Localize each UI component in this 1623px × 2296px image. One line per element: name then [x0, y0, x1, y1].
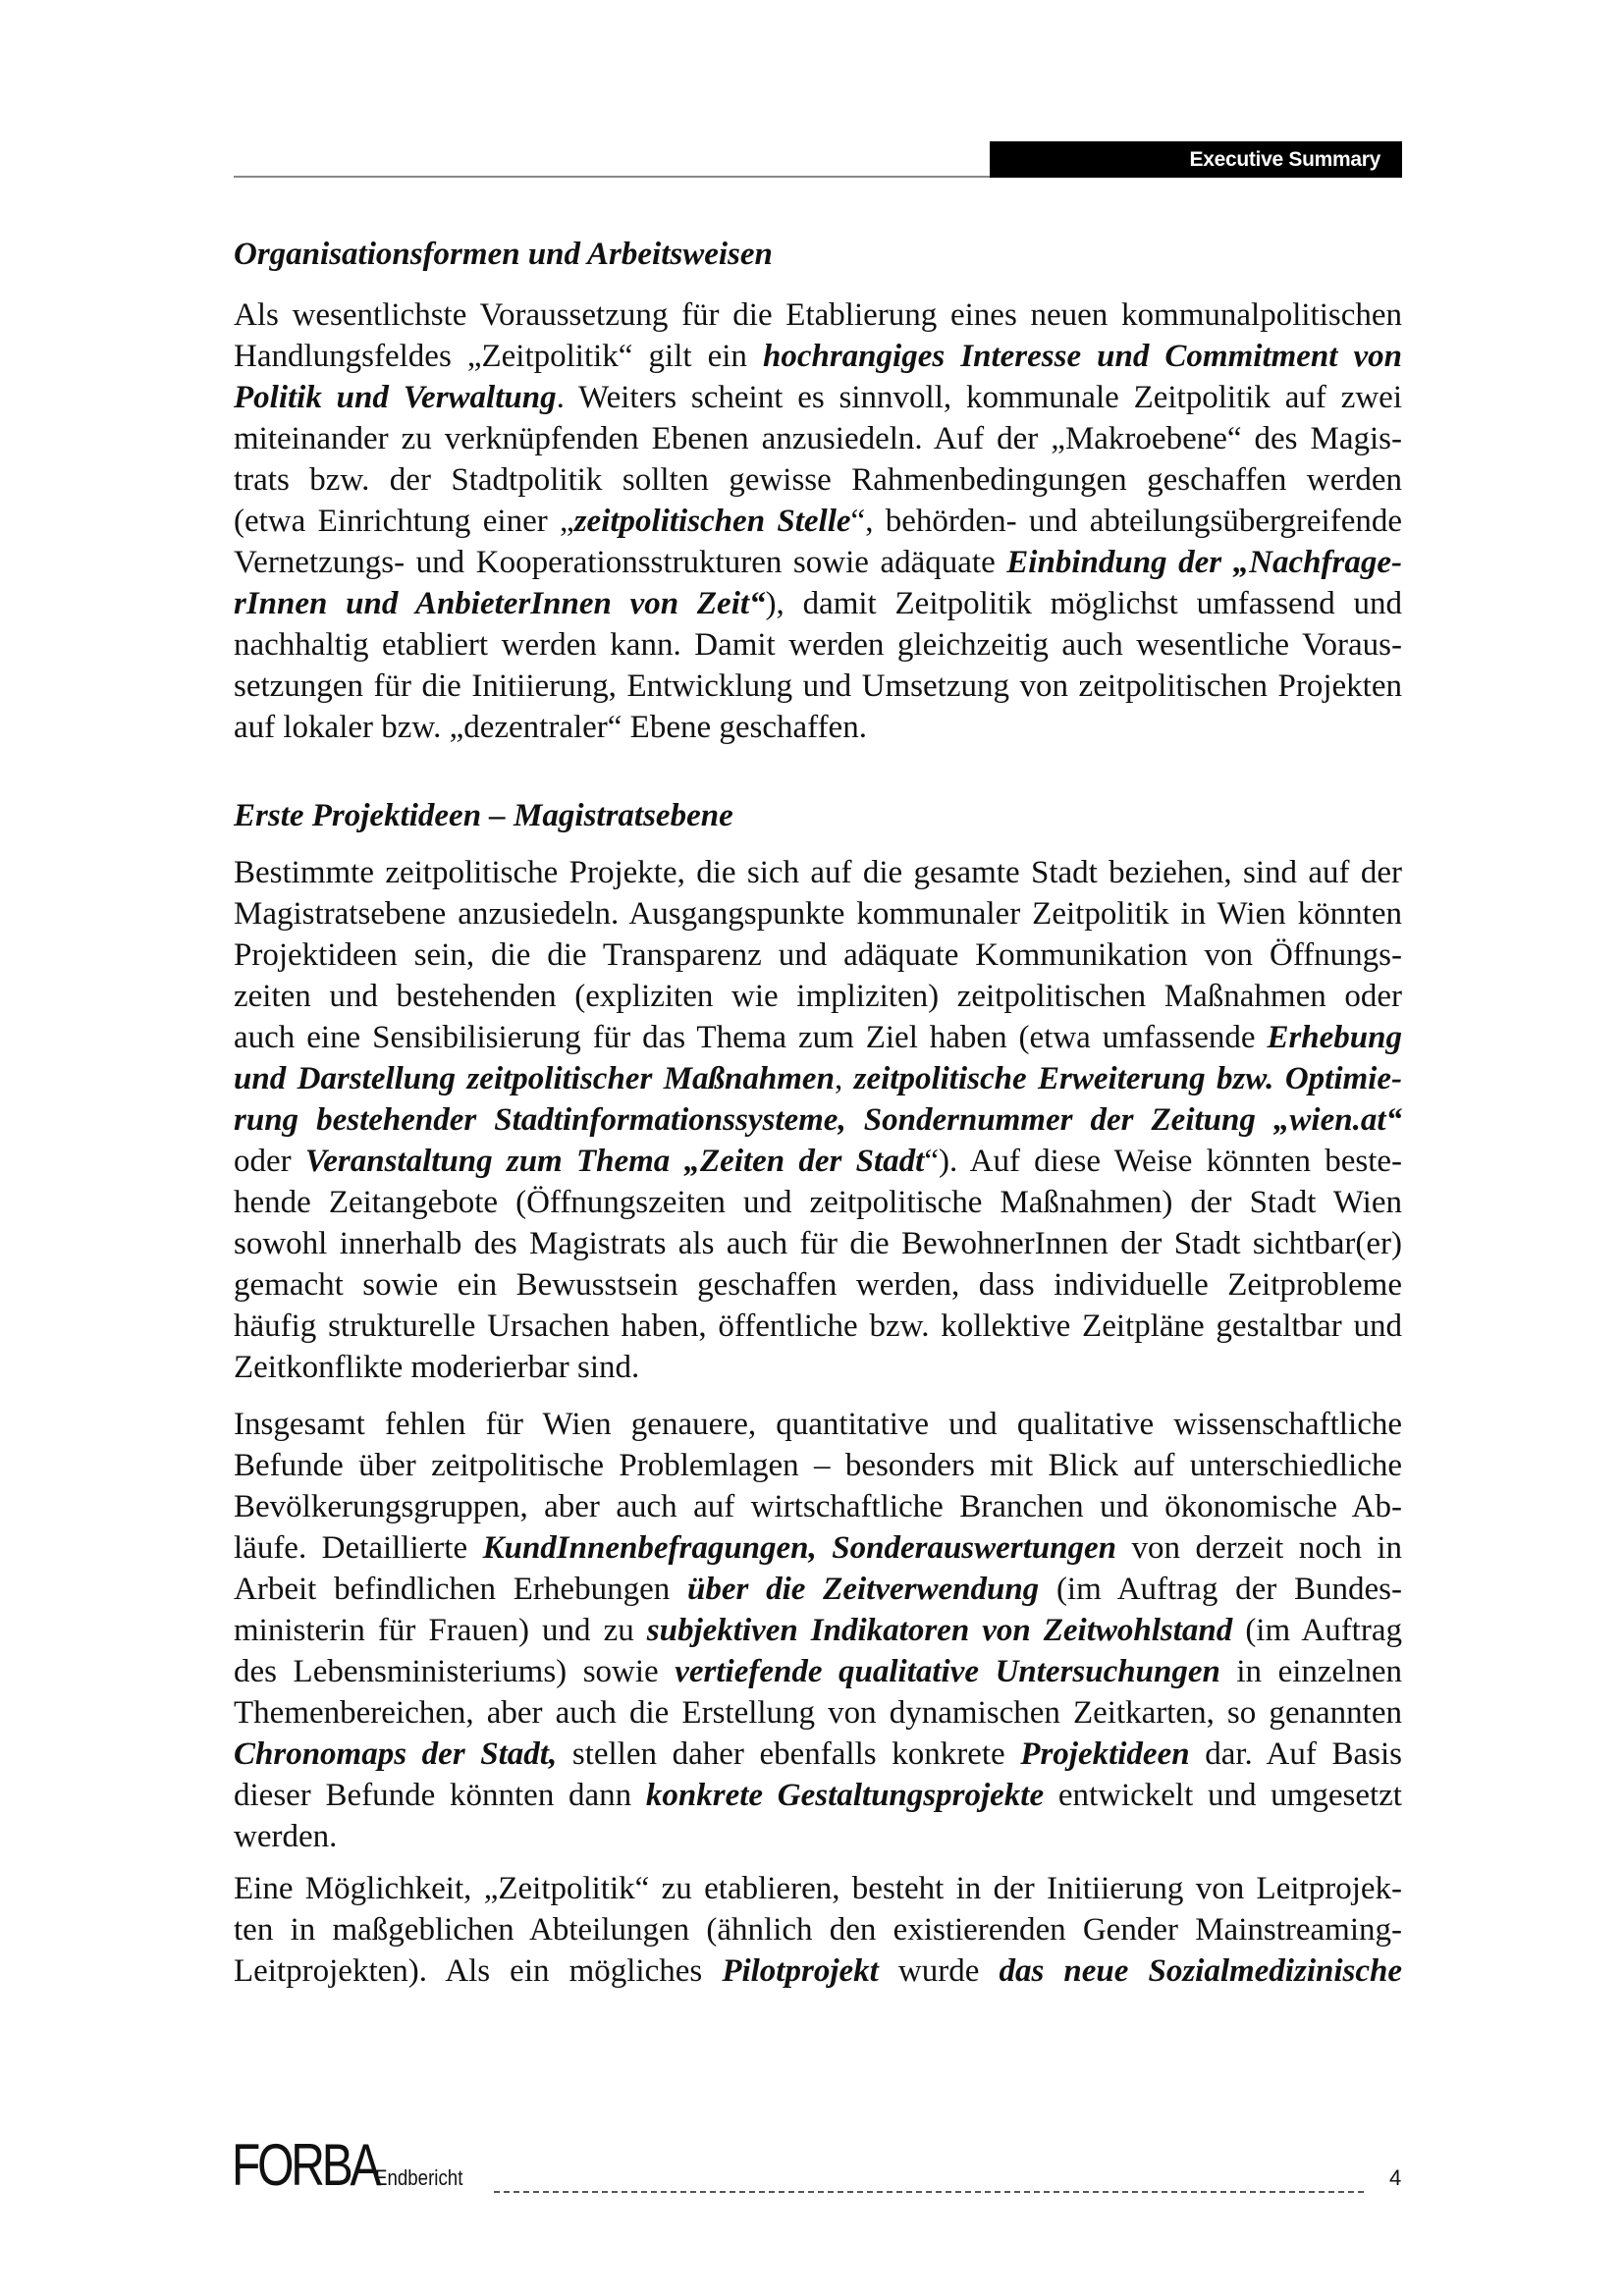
body-text: Bestimmte zeitpolitische Projekte, die sich auf die gesamte Stadt beziehen, sind auf der [234, 855, 1402, 890]
page-number: 4 [1389, 2165, 1402, 2190]
text-line [234, 1527, 1402, 1569]
text-line [234, 1264, 1402, 1306]
text-line [234, 1775, 1402, 1816]
text-line [234, 976, 1402, 1017]
body-text: Handlungsfeldes „Zeitpolitik“ gilt ein [234, 339, 763, 374]
body-text: . Weiters scheint es sinnvoll, kommunale Zeitpolitik auf zwei [556, 380, 1402, 415]
text-line [234, 1610, 1402, 1651]
text-line [234, 1816, 1402, 1857]
body-text: Projektideen sein, die die Transparenz und adäquate Kommunikation von Öffnungs- [234, 937, 1402, 973]
text-line [234, 1141, 1402, 1182]
emphasized-text: zeitpolitischen Stelle [573, 504, 851, 539]
text-line [234, 893, 1402, 934]
body-text: trats bzw. der Stadtpolitik sollten gewisse Rahmenbedingungen geschaffen werden [234, 462, 1402, 498]
text-line [234, 1909, 1402, 1950]
body-text: setzungen für die Initiierung, Entwicklung und Umsetzung von zeitpolitischen Projekten [234, 668, 1402, 704]
text-line [234, 666, 1402, 707]
text-line [234, 1306, 1402, 1347]
body-text: auch eine Sensibilisierung für das Thema zum Ziel haben (etwa umfassende [234, 1020, 1268, 1055]
text-line [234, 1223, 1402, 1264]
body-text: Insgesamt fehlen für Wien genauere, quantitative und qualitative wissenschaftliche [234, 1407, 1402, 1442]
emphasized-text: Politik und Verwaltung [234, 380, 557, 415]
text-line [234, 336, 1402, 377]
emphasized-text: Projektideen [1020, 1736, 1190, 1772]
paragraph [234, 294, 1402, 748]
text-line [234, 1692, 1402, 1734]
emphasized-text: vertiefende qualitative Untersuchungen [675, 1654, 1220, 1689]
text-line [234, 1651, 1402, 1692]
text-line [234, 501, 1402, 542]
emphasized-text: zeitpolitische Erweiterung bzw. Optimie- [853, 1061, 1402, 1096]
body-text: Zeitkonflikte moderierbar sind. [234, 1350, 640, 1385]
text-line [234, 707, 1402, 748]
paragraph [234, 1404, 1402, 1857]
emphasized-text: rInnen und AnbieterInnen von Zeit“ [234, 586, 766, 621]
section-heading: Erste Projektideen – Magistratsebene [234, 798, 733, 833]
section-label: Executive Summary [990, 141, 1402, 178]
body-text: “, behörden- und abteilungsübergreifende [850, 504, 1402, 539]
body-text: wurde [878, 1953, 1000, 1989]
body-text: werden. [234, 1819, 338, 1854]
emphasized-text: Einbindung der „Nachfrage- [1006, 545, 1402, 580]
footer-rule [494, 2191, 1364, 2193]
emphasized-text: hochrangiges Interesse und Commitment von [762, 339, 1403, 374]
paragraph [234, 852, 1402, 1388]
text-line [234, 418, 1402, 459]
body-text: ministerin für Frauen) und zu [234, 1613, 647, 1648]
body-text: häufig strukturelle Ursachen haben, öffentliche bzw. kollektive Zeitpläne gestaltbar und [234, 1308, 1402, 1344]
emphasized-text: KundInnenbefragungen, Sonderauswertungen [482, 1530, 1117, 1566]
text-line [234, 294, 1402, 336]
emphasized-text: Veranstaltung zum Thema „Zeiten der Stadt [304, 1144, 925, 1179]
body-text: “). Auf diese Weise könnten beste- [924, 1144, 1402, 1179]
emphasized-text: Pilotprojekt [722, 1953, 879, 1989]
text-line [234, 1445, 1402, 1486]
emphasized-text: das neue Sozialmedizinische [999, 1953, 1402, 1989]
body-text: (im Auftrag der Bundes- [1039, 1572, 1402, 1607]
text-line [234, 1182, 1402, 1223]
text-line [234, 1347, 1402, 1388]
text-line [234, 1486, 1402, 1527]
text-line [234, 1734, 1402, 1775]
text-line [234, 624, 1402, 666]
body-text: Magistratsebene anzusiedeln. Ausgangspunkte kommunaler Zeitpolitik in Wien könnten [234, 896, 1402, 932]
body-text: Leitprojekten). Als ein mögliches [234, 1953, 723, 1989]
text-line [234, 1017, 1402, 1058]
emphasized-text: konkrete Gestaltungsprojekte [645, 1778, 1045, 1813]
body-text: ), damit Zeitpolitik möglichst umfassend und [765, 586, 1402, 621]
body-text: hende Zeitangebote (Öffnungszeiten und zeitpolitische Maßnahmen) der Stadt Wien [234, 1185, 1402, 1220]
body-text: Bevölkerungsgruppen, aber auch auf wirtschaftliche Branchen und ökonomische Ab- [234, 1489, 1402, 1524]
body-text: Arbeit befindlichen Erhebungen [234, 1572, 687, 1607]
body-text: gemacht sowie ein Bewusstsein geschaffen werden, dass individuelle Zeitprobleme [234, 1267, 1402, 1303]
footer-label: Endbericht [375, 2165, 463, 2190]
text-line [234, 542, 1402, 583]
body-text: läufe. Detaillierte [234, 1530, 483, 1566]
text-line [234, 459, 1402, 501]
emphasized-text: rung bestehender Stadtinformationssysteme, Sondernummer der Zeitung „wien.at“ [234, 1102, 1402, 1138]
body-text: sowohl innerhalb des Magistrats als auch für die BewohnerInnen der Stadt sichtbar(er) [234, 1226, 1402, 1261]
text-line [234, 934, 1402, 976]
text-line [234, 1950, 1402, 1992]
body-text: entwickelt und umgesetzt [1044, 1778, 1402, 1813]
text-line [234, 1868, 1402, 1909]
body-text: in einzelnen [1219, 1654, 1403, 1689]
text-line [234, 377, 1402, 418]
body-text: auf lokaler bzw. „dezentraler“ Ebene geschaffen. [234, 710, 867, 745]
section-heading: Organisationsformen und Arbeitsweisen [234, 237, 773, 272]
text-line [234, 1569, 1402, 1610]
text-line [234, 1058, 1402, 1099]
emphasized-text: subjektiven Indikatoren von Zeitwohlstand [646, 1613, 1233, 1648]
body-text: Eine Möglichkeit, „Zeitpolitik“ zu etablieren, besteht in der Initiierung von Leitprojek- [234, 1871, 1402, 1906]
body-text: dar. Auf Basis [1189, 1736, 1403, 1772]
emphasized-text: über die Zeitverwendung [686, 1572, 1040, 1607]
body-text: nachhaltig etabliert werden kann. Damit werden gleichzeitig auch wesentliche Voraus- [234, 627, 1402, 663]
body-text: ten in maßgeblichen Abteilungen (ähnlich den existierenden Gender Mainstreaming- [234, 1912, 1402, 1948]
text-line [234, 852, 1402, 893]
body-text: Vernetzungs- und Kooperationsstrukturen sowie adäquate [234, 545, 1007, 580]
body-text: (im Auftrag [1232, 1613, 1402, 1648]
header-rule [234, 176, 992, 178]
body-text: (etwa Einrichtung einer „ [234, 504, 574, 539]
text-line [234, 1404, 1402, 1445]
body-text: zeiten und bestehenden (expliziten wie impliziten) zeitpolitischen Maßnahmen oder [234, 979, 1402, 1014]
paragraph [234, 1868, 1402, 1992]
body-text: Themenbereichen, aber auch die Erstellung von dynamischen Zeitkarten, so genannten [234, 1695, 1402, 1731]
emphasized-text: Chronomaps der Stadt, [234, 1736, 558, 1772]
emphasized-text: Erhebung [1267, 1020, 1402, 1055]
body-text: miteinander zu verknüpfenden Ebenen anzusiedeln. Auf der „Makroebene“ des Magis- [234, 421, 1402, 456]
text-line [234, 1099, 1402, 1141]
body-text: Befunde über zeitpolitische Problemlagen – besonders mit Blick auf unterschiedliche [234, 1448, 1402, 1483]
body-text: Als wesentlichste Voraussetzung für die Etablierung eines neuen kommunalpolitischen [234, 297, 1402, 333]
text-line [234, 583, 1402, 624]
forba-logo: FORBA [232, 2132, 379, 2198]
body-text: , [834, 1061, 854, 1096]
body-text: stellen daher ebenfalls konkrete [557, 1736, 1021, 1772]
emphasized-text: und Darstellung zeitpolitischer Maßnahmen [234, 1061, 835, 1096]
body-text: dieser Befunde könnten dann [234, 1778, 646, 1813]
body-text: von derzeit noch in [1116, 1530, 1403, 1566]
body-text: oder [234, 1144, 305, 1179]
body-text: des Lebensministeriums) sowie [234, 1654, 676, 1689]
